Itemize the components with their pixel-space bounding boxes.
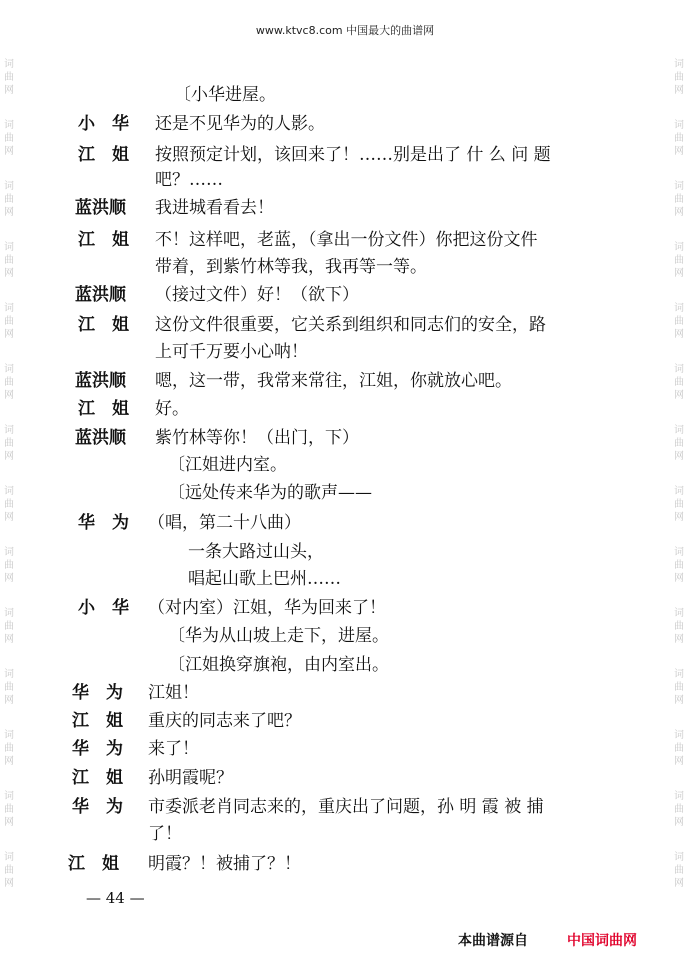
watermark-char: 网	[4, 878, 14, 889]
watermark-char: 词	[4, 181, 14, 192]
watermark-char: 词	[4, 608, 14, 619]
watermark-char: 词	[4, 364, 14, 375]
stage-direction: 〔华为从山坡上走下，进屋。	[168, 626, 389, 646]
watermark-group	[672, 58, 686, 97]
watermark-group	[672, 729, 686, 768]
watermark-group	[2, 241, 16, 280]
watermark-char: 词	[4, 120, 14, 131]
watermark-group	[2, 729, 16, 768]
left-watermark	[2, 58, 16, 912]
watermark-char: 曲	[674, 743, 684, 754]
watermark-char: 曲	[4, 438, 14, 449]
watermark-char: 曲	[4, 255, 14, 266]
speaker-name: 蓝洪顺	[75, 285, 126, 305]
dialogue-line: 紫竹林等你！（出门，下）	[155, 428, 359, 448]
source-label: 本曲谱源自	[458, 933, 528, 949]
dialogue-line: 还是不见华为的人影。	[155, 114, 325, 134]
watermark-char: 曲	[4, 499, 14, 510]
watermark-char: 网	[674, 634, 684, 645]
watermark-char: 词	[4, 486, 14, 497]
watermark-char: 词	[674, 425, 684, 436]
watermark-group	[2, 363, 16, 402]
watermark-char: 网	[4, 756, 14, 767]
watermark-char: 网	[674, 878, 684, 889]
dialogue-line: 按照预定计划，该回来了！……别是出了 什 么 问 题	[155, 145, 551, 165]
dialogue-line: 好。	[155, 399, 189, 419]
watermark-char: 曲	[4, 194, 14, 205]
watermark-char: 网	[4, 817, 14, 828]
speaker-name: 江 姐	[78, 399, 129, 419]
stage-direction: 〔远处传来华为的歌声——	[168, 483, 372, 503]
watermark-char: 网	[4, 268, 14, 279]
watermark-char: 网	[4, 85, 14, 96]
watermark-char: 曲	[4, 621, 14, 632]
watermark-group	[672, 485, 686, 524]
speaker-name: 华 为	[72, 739, 123, 759]
watermark-char: 网	[674, 695, 684, 706]
speaker-name: 蓝洪顺	[75, 428, 126, 448]
watermark-group	[672, 424, 686, 463]
watermark-group	[2, 790, 16, 829]
watermark-char: 曲	[674, 682, 684, 693]
dialogue-line: 嗯，这一带，我常来常往，江姐，你就放心吧。	[155, 371, 512, 391]
watermark-char: 词	[4, 669, 14, 680]
watermark-char: 网	[674, 268, 684, 279]
source-brand-link[interactable]: 中国词曲网	[567, 933, 637, 949]
dialogue-line: 了！	[148, 824, 182, 844]
watermark-char: 网	[674, 573, 684, 584]
watermark-char: 词	[674, 486, 684, 497]
watermark-group	[672, 790, 686, 829]
watermark-group	[2, 668, 16, 707]
watermark-char: 词	[674, 852, 684, 863]
watermark-group	[2, 485, 16, 524]
watermark-char: 曲	[4, 316, 14, 327]
watermark-char: 曲	[674, 804, 684, 815]
watermark-char: 曲	[4, 743, 14, 754]
dialogue-line: 我进城看看去！	[155, 198, 274, 218]
watermark-char: 网	[674, 146, 684, 157]
watermark-group	[2, 119, 16, 158]
watermark-char: 曲	[4, 682, 14, 693]
stage-direction: 〔小华进屋。	[174, 85, 276, 105]
watermark-char: 曲	[4, 72, 14, 83]
speaker-name: 华 为	[72, 797, 123, 817]
dialogue-line: 来了！	[148, 739, 199, 759]
watermark-char: 曲	[4, 865, 14, 876]
watermark-char: 词	[674, 730, 684, 741]
stage-direction: 〔江姐换穿旗袍，由内室出。	[168, 655, 389, 675]
watermark-group	[2, 424, 16, 463]
watermark-char: 曲	[674, 194, 684, 205]
dialogue-line: 重庆的同志来了吧？	[148, 711, 301, 731]
page-number: — 44 —	[86, 889, 145, 907]
watermark-char: 网	[674, 329, 684, 340]
watermark-group	[672, 607, 686, 646]
watermark-char: 词	[674, 608, 684, 619]
watermark-group	[2, 607, 16, 646]
watermark-group	[2, 302, 16, 341]
watermark-char: 曲	[674, 72, 684, 83]
watermark-char: 词	[4, 59, 14, 70]
watermark-char: 曲	[674, 621, 684, 632]
dialogue-line: 不！这样吧，老蓝，（拿出一份文件）你把这份文件	[155, 230, 538, 250]
speaker-name: 蓝洪顺	[75, 198, 126, 218]
watermark-char: 网	[4, 695, 14, 706]
watermark-char: 词	[4, 730, 14, 741]
watermark-char: 网	[674, 207, 684, 218]
dialogue-line: 明霞？！被捕了？！	[148, 854, 301, 874]
dialogue-line: （接过文件）好！（欲下）	[155, 285, 359, 305]
watermark-char: 词	[674, 120, 684, 131]
speaker-name: 江 姐	[78, 145, 129, 165]
speaker-name: 江 姐	[78, 315, 129, 335]
dialogue-line: 江姐！	[148, 683, 199, 703]
watermark-char: 网	[4, 512, 14, 523]
watermark-char: 网	[4, 634, 14, 645]
watermark-char: 曲	[4, 377, 14, 388]
watermark-char: 曲	[674, 560, 684, 571]
watermark-char: 词	[674, 669, 684, 680]
watermark-char: 曲	[4, 804, 14, 815]
right-watermark	[672, 58, 686, 912]
watermark-char: 词	[4, 303, 14, 314]
speaker-name: 小 华	[78, 598, 129, 618]
watermark-char: 词	[4, 425, 14, 436]
dialogue-line: 这份文件很重要，它关系到组织和同志们的安全，路	[155, 315, 546, 335]
watermark-char: 网	[674, 817, 684, 828]
stage-direction: 〔江姐进内室。	[168, 455, 287, 475]
watermark-char: 词	[674, 791, 684, 802]
watermark-char: 网	[674, 390, 684, 401]
watermark-group	[2, 58, 16, 97]
watermark-char: 曲	[674, 377, 684, 388]
watermark-group	[672, 546, 686, 585]
watermark-char: 词	[674, 181, 684, 192]
watermark-char: 网	[674, 512, 684, 523]
watermark-group	[2, 546, 16, 585]
watermark-char: 网	[674, 85, 684, 96]
watermark-char: 曲	[674, 438, 684, 449]
watermark-char: 曲	[674, 865, 684, 876]
dialogue-line: 市委派老肖同志来的，重庆出了问题，孙 明 霞 被 捕	[148, 797, 544, 817]
speaker-name: 江 姐	[72, 711, 123, 731]
watermark-group	[672, 119, 686, 158]
watermark-group	[672, 363, 686, 402]
watermark-char: 曲	[674, 499, 684, 510]
watermark-char: 词	[674, 547, 684, 558]
watermark-char: 网	[4, 390, 14, 401]
speaker-name: 江 姐	[68, 854, 119, 874]
dialogue-line: 孙明霞呢？	[148, 768, 233, 788]
watermark-char: 词	[674, 303, 684, 314]
watermark-char: 网	[4, 329, 14, 340]
speaker-name: 小 华	[78, 114, 129, 134]
watermark-char: 网	[674, 451, 684, 462]
watermark-group	[672, 180, 686, 219]
watermark-group	[2, 180, 16, 219]
watermark-group	[672, 302, 686, 341]
speaker-name: 蓝洪顺	[75, 371, 126, 391]
watermark-char: 曲	[4, 133, 14, 144]
watermark-group	[672, 851, 686, 890]
speaker-name: 华 为	[78, 513, 129, 533]
watermark-char: 词	[4, 791, 14, 802]
dialogue-line: （对内室）江姐，华为回来了！	[148, 598, 386, 618]
watermark-group	[672, 241, 686, 280]
dialogue-line: 带着，到紫竹林等我，我再等一等。	[155, 257, 427, 277]
dialogue-line: 吧？……	[155, 170, 223, 190]
speaker-name: 江 姐	[72, 768, 123, 788]
dialogue-line: 上可千万要小心呐！	[155, 342, 308, 362]
watermark-char: 网	[4, 451, 14, 462]
speaker-name: 江 姐	[78, 230, 129, 250]
watermark-char: 词	[4, 547, 14, 558]
watermark-char: 词	[674, 364, 684, 375]
watermark-char: 曲	[4, 560, 14, 571]
speaker-name: 华 为	[72, 683, 123, 703]
site-header: www.ktvc8.com 中国最大的曲谱网	[255, 24, 435, 37]
watermark-char: 词	[674, 242, 684, 253]
watermark-char: 网	[4, 207, 14, 218]
lyric-line: 唱起山歌上巴州……	[188, 569, 341, 589]
watermark-char: 词	[4, 242, 14, 253]
watermark-char: 词	[674, 59, 684, 70]
watermark-char: 曲	[674, 133, 684, 144]
watermark-char: 网	[674, 756, 684, 767]
watermark-char: 网	[4, 573, 14, 584]
lyric-line: 一条大路过山头，	[188, 542, 324, 562]
watermark-char: 词	[4, 852, 14, 863]
watermark-group	[2, 851, 16, 890]
watermark-char: 曲	[674, 255, 684, 266]
dialogue-line: （唱，第二十八曲）	[148, 513, 301, 533]
watermark-group	[672, 668, 686, 707]
watermark-char: 网	[4, 146, 14, 157]
watermark-char: 曲	[674, 316, 684, 327]
